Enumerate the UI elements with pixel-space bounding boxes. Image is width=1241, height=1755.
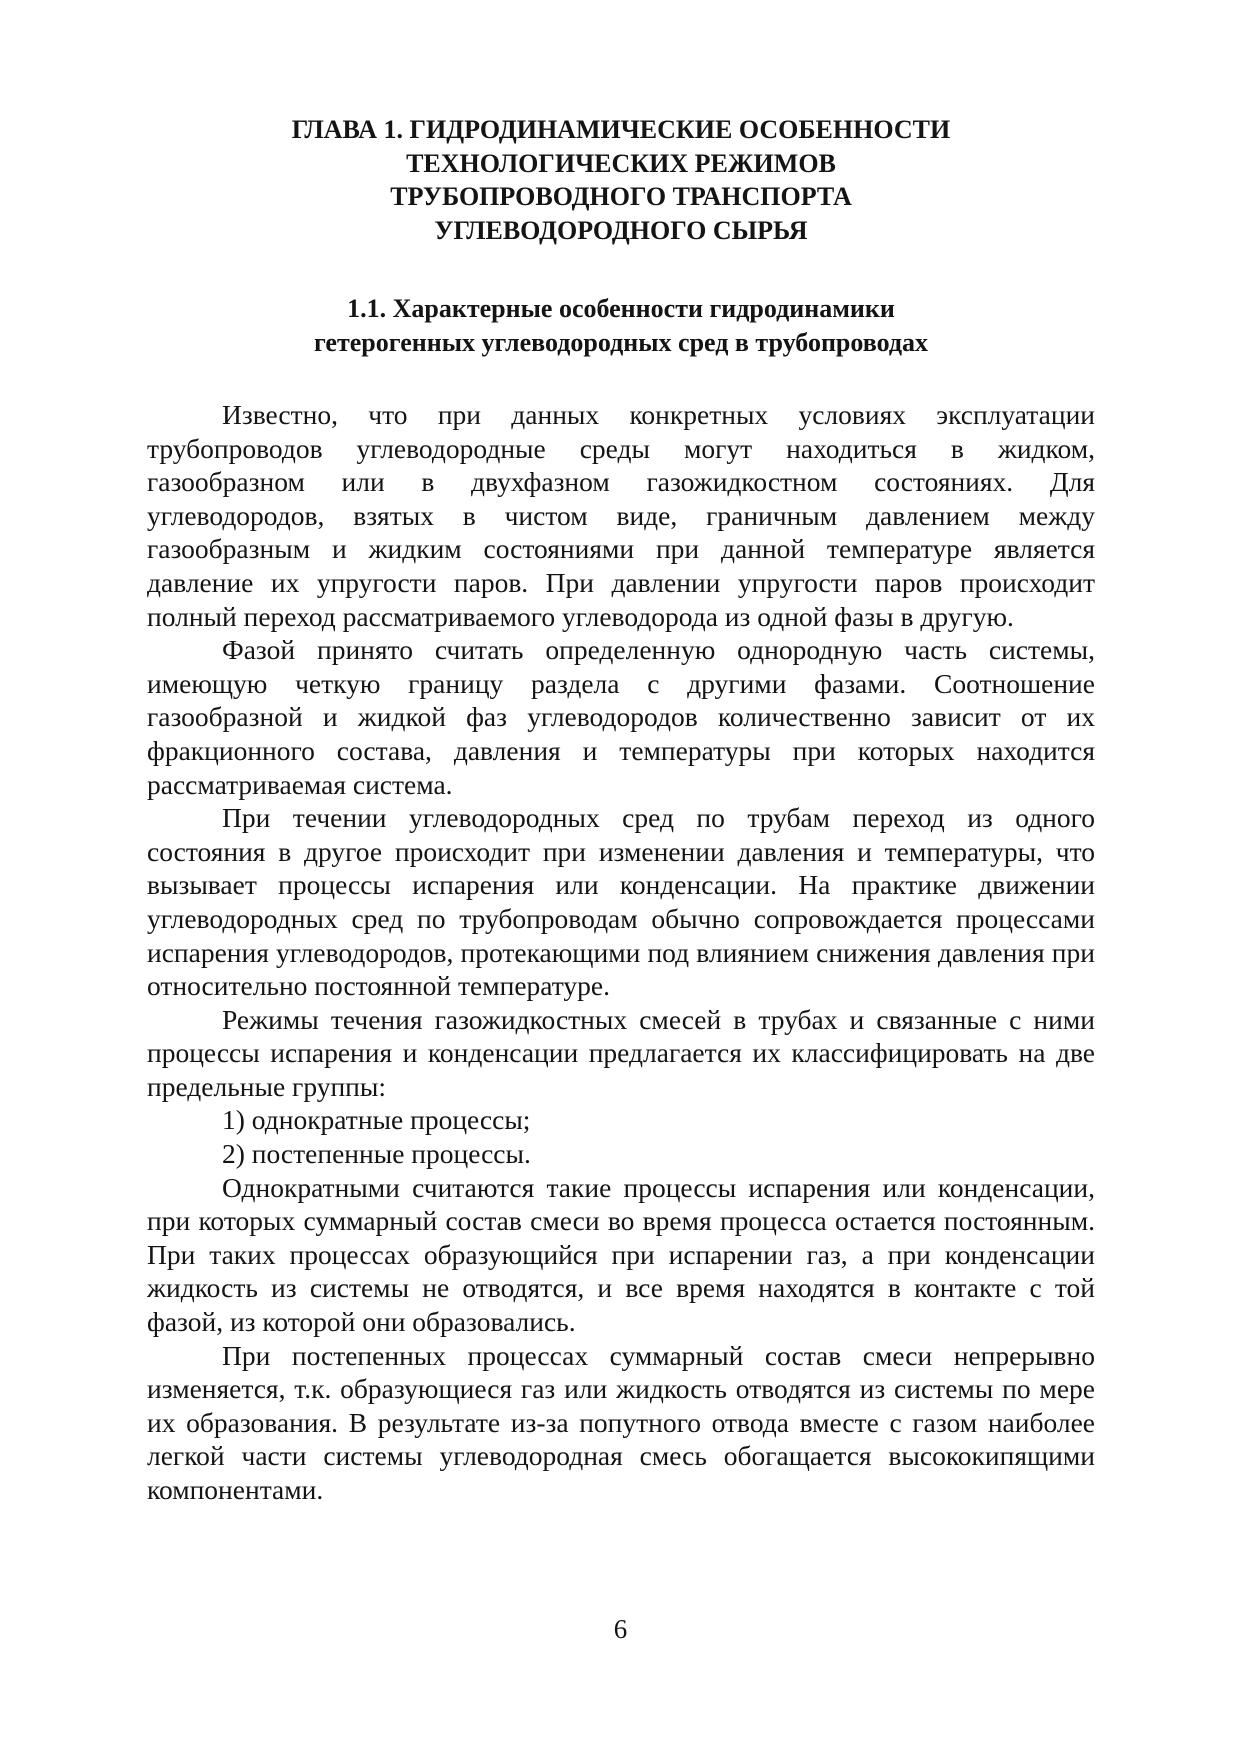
page-number: 6 [613,1614,628,1644]
paragraph: Режимы течения газожидкостных смесей в трубах и связанные с ними процессы испарения и конденсации предлагается их классифицировать на две предельные группы: [147,1003,1095,1102]
chapter-title-line: УГЛЕВОДОРОДНОГО СЫРЬЯ [434,215,808,245]
chapter-title-line: ГЛАВА 1. ГИДРОДИНАМИЧЕСКИЕ ОСОБЕННОСТИ [291,115,951,144]
section-title-line: 1.1. Характерные особенности гидродинамики [347,294,895,323]
paragraph: Известно, что при данных конкретных условиях эксплуатации трубопроводов углеводородные среды могут находиться в жидком, газообразном или в двухфазном газожидкостном состояниях. Для углеводородов, взятых в чистом виде, граничным давлением между газообразным и жидким состояниями при данной температуре является давление их упругости паров. При давлении упругости паров происходит полный переход рассматриваемого углеводорода из одной фазы в другую. [147,399,1095,632]
paragraph: При течении углеводородных сред по трубам переход из одного состояния в другое происходит при изменении давления и температуры, что вызывает процессы испарения или конденсации. На практике движении углеводородных сред по трубопроводам обычно сопровождается процессами испарения углеводородов, протекающими под влиянием снижения давления при относительно постоянной температуре. [147,802,1095,1002]
body-text [147,398,1095,1507]
list-item: 2) постепенные процессы. [222,1138,531,1170]
paragraph: Однократными считаются такие процессы испарения или конденсации, при которых суммарный состав смеси во время процесса остается постоянным. При таких процессах образующийся при испарении газ, а при конденсации жидкость из системы не отводятся, и все время находятся в контакте с той фазой, из которой они образовались. [147,1171,1095,1338]
paragraph: Фазой принято считать определенную однородную часть системы, имеющую четкую границу раздела с другими фазами. Соотношение газообразной и жидкой фаз углеводородов количественно зависит от их фракционного состава, давления и температуры при которых находится рассматриваемая система. [147,634,1095,800]
chapter-title [147,113,1095,247]
chapter-title-line: ТРУБОПРОВОДНОГО ТРАНСПОРТА [390,182,852,211]
page-content [147,113,1095,1507]
list-item: 1) однократные процессы; [222,1104,531,1136]
paragraph: При постепенных процессах суммарный состав смеси непрерывно изменяется, т.к. образующиеся газ или жидкость отводятся из системы по мере их образования. В результате из-за попутного отвода вместе с газом наиболее легкой части системы углеводородная смесь обогащается высококипящими компонентами. [147,1339,1095,1505]
section-title [147,292,1095,359]
section-title-line: гетерогенных углеводородных сред в трубопроводах [313,327,929,357]
chapter-title-line: ТЕХНОЛОГИЧЕСКИХ РЕЖИМОВ [406,148,836,178]
